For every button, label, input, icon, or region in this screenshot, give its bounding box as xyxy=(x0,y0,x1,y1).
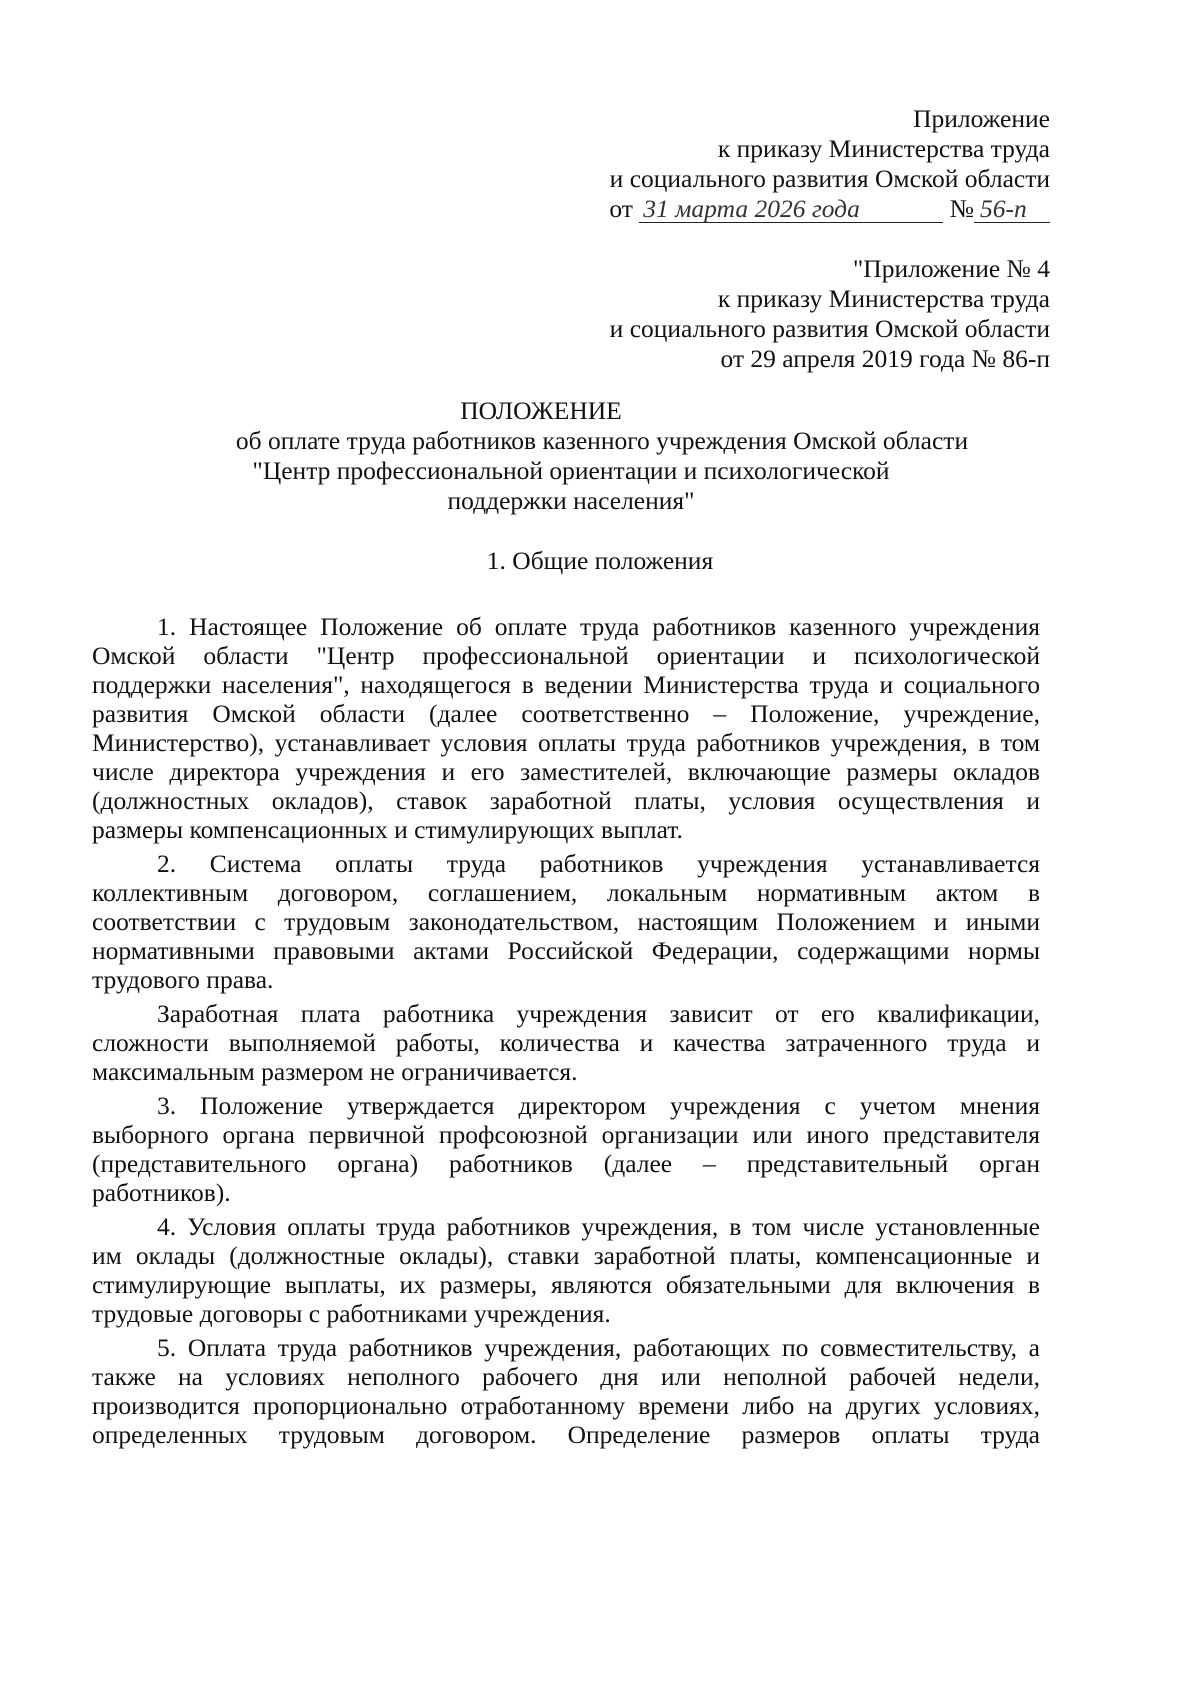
quoted-line: от 29 апреля 2019 года № 86-п xyxy=(720,344,1050,373)
paragraph-line: размеры компенсационных и стимулирующих выплат. xyxy=(92,815,683,844)
number-prefix: № xyxy=(949,194,974,223)
paragraph-line: трудовые договоры с работниками учреждения. xyxy=(92,1299,611,1328)
paragraph-line: стимулирующие выплаты, их размеры, являются обязательными для включения в xyxy=(92,1270,1040,1299)
quoted-line: "Приложение № 4 xyxy=(852,254,1050,283)
paragraph xyxy=(92,1212,1040,1328)
paragraph-line: также на условиях неполного рабочего дня или неполной рабочей недели, xyxy=(92,1362,1040,1391)
appendix-date-line xyxy=(609,194,1050,224)
handwritten-date: 31 марта 2026 года xyxy=(639,196,943,223)
paragraph-line: Заработная плата работника учреждения зависит от его квалификации, xyxy=(157,999,1040,1028)
paragraph-line: нормативными правовыми актами Российской Федерации, содержащими нормы xyxy=(92,936,1040,965)
title-line: "Центр профессиональной ориентации и психологической xyxy=(252,456,890,485)
appendix-line: Приложение xyxy=(913,104,1050,133)
paragraph-line: трудового права. xyxy=(92,965,274,994)
paragraph-line: им оклады (должностные оклады), ставки заработной платы, компенсационные и xyxy=(92,1241,1040,1270)
paragraph-line: Омской области "Центр профессиональной ориентации и психологической xyxy=(92,641,1040,670)
paragraph xyxy=(92,999,1040,1086)
appendix-line: и социального развития Омской области xyxy=(609,164,1050,193)
paragraph-line: производится пропорционально отработанному времени либо на других условиях, xyxy=(92,1391,1040,1420)
paragraph-line: сложности выполняемой работы, количества и качества затраченного труда и xyxy=(92,1028,1040,1057)
paragraph-line: 4. Условия оплаты труда работников учреждения, в том числе установленные xyxy=(157,1212,1040,1241)
paragraph xyxy=(92,1091,1040,1207)
paragraph xyxy=(92,849,1040,994)
paragraph-line: числе директора учреждения и его заместителей, включающие размеры окладов xyxy=(92,757,1040,786)
paragraph-line: поддержки населения", находящегося в ведении Министерства труда и социального xyxy=(92,670,1040,699)
title-line: об оплате труда работников казенного учреждения Омской области xyxy=(235,426,969,455)
quoted-line: к приказу Министерства труда xyxy=(717,284,1050,313)
paragraph-line: соответствии с трудовым законодательством, настоящим Положением и иными xyxy=(92,907,1040,936)
appendix-line: к приказу Министерства труда xyxy=(717,134,1050,163)
paragraph-line: 2. Система оплаты труда работников учреждения устанавливается xyxy=(157,849,1040,878)
title-line: поддержки населения" xyxy=(447,486,695,515)
section-heading: 1. Общие положения xyxy=(486,546,714,575)
paragraph-line: 3. Положение утверждается директором учреждения с учетом мнения xyxy=(157,1091,1040,1120)
title-line: ПОЛОЖЕНИЕ xyxy=(460,396,622,425)
paragraph xyxy=(92,1333,1040,1449)
document-body xyxy=(92,612,1040,1454)
paragraph-line: 5. Оплата труда работников учреждения, работающих по совместительству, а xyxy=(157,1333,1040,1362)
paragraph-line: развития Омской области (далее соответственно – Положение, учреждение, xyxy=(92,699,1040,728)
paragraph-line: работников). xyxy=(92,1178,231,1207)
appendix-header xyxy=(609,104,1050,224)
paragraph-line: выборного органа первичной профсоюзной организации или иного представителя xyxy=(92,1120,1040,1149)
quoted-line: и социального развития Омской области xyxy=(609,314,1050,343)
paragraph-line: Министерство), устанавливает условия оплаты труда работников учреждения, в том xyxy=(92,728,1040,757)
paragraph-line: определенных трудовым договором. Определение размеров оплаты труда xyxy=(92,1420,1040,1449)
document-title xyxy=(92,396,1050,516)
quoted-appendix-header xyxy=(610,254,1050,374)
date-prefix: от xyxy=(609,194,633,223)
paragraph-line: (представительного органа) работников (далее – представительный орган xyxy=(92,1149,1040,1178)
paragraph xyxy=(92,612,1040,844)
handwritten-number: 56-п xyxy=(974,196,1050,223)
paragraph-line: коллективным договором, соглашением, локальным нормативным актом в xyxy=(92,878,1040,907)
paragraph-line: 1. Настоящее Положение об оплате труда работников казенного учреждения xyxy=(157,612,1040,641)
paragraph-line: максимальным размером не ограничивается. xyxy=(92,1057,578,1086)
paragraph-line: (должностных окладов), ставок заработной платы, условия осуществления и xyxy=(92,786,1040,815)
